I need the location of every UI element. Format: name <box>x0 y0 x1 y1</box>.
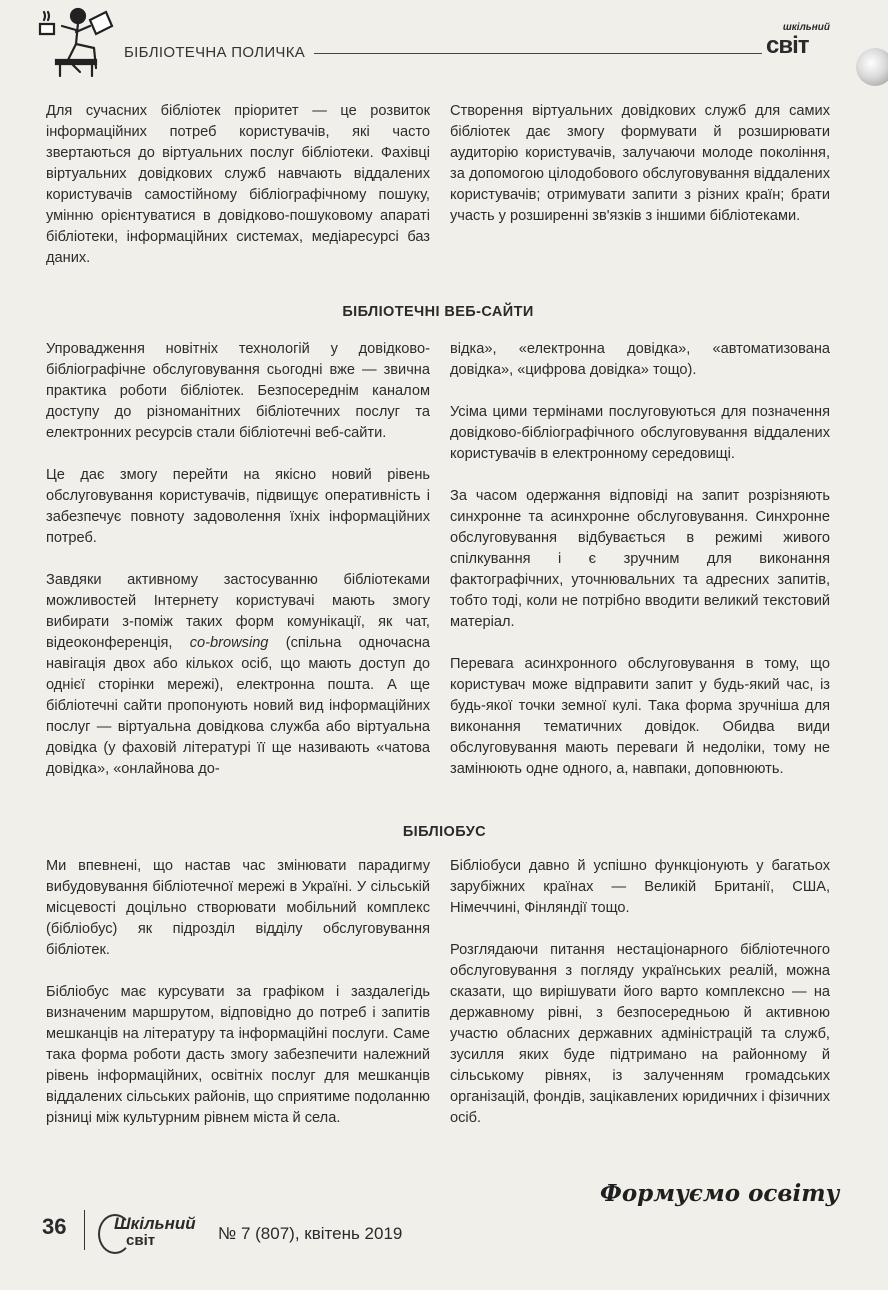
subheading-library-websites: БІБЛІОТЕЧНІ ВЕБ-САЙТИ <box>342 304 534 320</box>
paragraph: Для сучасних бібліотек пріоритет — це розвиток інформаційних потреб користувачів, які часто звертаються до віртуальних послуг бібліотеки. Фахівці віртуальних довідкових служб навчають віддалених користувачів самостійному бібліографічному пошуку, умінню орієнтуватися в довідково-пошуковому апараті бібліотеки, інформаційних системах, медіаресурсі баз даних. <box>46 103 430 266</box>
paragraph: Бібліобус має курсувати за графіком і заздалегідь визначеним маршрутом, відповідно до потреб і запитів мешканців на літературу та інформаційні послуги. Саме така форма роботи дасть змогу забезпечити належний рівень інформаційних, освітніх послуг для мешканців віддалених сільських районів, що сприятиме подоланню різниці між культурним рівнем міста й села. <box>46 984 430 1126</box>
intro-right-column <box>450 101 830 227</box>
paragraph: За часом одержання відповіді на запит розрізняють синхронне та асинхронне обслуговування. Синхронне обслуговування відбувається в режимі живого спілкування і є зручним для виконання фактографічних, уточнювальних та адресних запитів, тобто тоді, коли не потрібно вводити великий текстовий матеріал. <box>450 488 830 630</box>
footer-divider <box>84 1210 85 1250</box>
paragraph: Упровадження новітніх технологій у довідково-бібліографічне обслуговування сьогодні вже — звична практика роботи бібліотек. Безпосереднім каналом доступу до різноманітних бібліотечних послуг та електронних ресурсів стали бібліотечні веб-сайти. <box>46 341 430 441</box>
paragraph: Це дає змогу перейти на якісно новий рівень обслуговування користувачів, підвищує оперативність і забезпечує повноту задоволення їхніх інформаційних потреб. <box>46 467 430 546</box>
footer-logo <box>96 1212 216 1254</box>
italic-term: co-browsing <box>189 635 269 651</box>
paragraph: Перевага асинхронного обслуговування в тому, що користувач може відправити запит у будь-який час, із будь-якої точки земної кулі. Така форма зручніша для виконання тематичних довідок. Обидва види обслуговування мають переваги й недоліки, тому не замінюють одне одного, а, навпаки, доповнюють. <box>450 656 830 777</box>
section1-right-column <box>450 339 830 780</box>
issue-info: № 7 (807), квітень 2019 <box>218 1224 403 1243</box>
page-number: 36 <box>42 1214 67 1239</box>
footer-logo-line1: Шкільний <box>114 1214 196 1233</box>
subheading-bibliobus: БІБЛІОБУС <box>402 824 486 840</box>
footer-logo-line2: світ <box>126 1232 156 1249</box>
binder-hole <box>856 48 888 86</box>
section2-left-column <box>46 856 430 1129</box>
paragraph <box>46 570 430 780</box>
logo-big-text: світ <box>766 32 809 59</box>
paragraph: Усіма цими термінами послуговуються для позначення довідково-бібліографічного обслуговування віддалених користувачів в електронному середовищі. <box>450 404 830 462</box>
section-title: БІБЛІОТЕЧНА ПОЛИЧКА <box>124 44 306 61</box>
reading-figure-icon <box>36 2 118 78</box>
section2-right-column <box>450 856 830 1129</box>
magazine-logo <box>766 22 838 58</box>
header-rule <box>314 53 762 54</box>
text-run: Завдяки активному застосуванню бібліотеками можливостей Інтернету користувачі мають змогу вибирати з-поміж таких форм комунікації, як чат, відеоконференція, <box>46 572 430 651</box>
intro-left-column <box>46 101 430 269</box>
paragraph: Створення віртуальних довідкових служб для самих бібліотек дає змогу формувати й розширювати аудиторію користувачів, залучаючи молоде покоління, за допомогою цілодобового обслуговування віддалених користувачів; отримувати запити з різних країн; брати участь у розширенні зв'язків з іншими бібліотеками. <box>450 103 830 224</box>
paragraph: Розглядаючи питання нестаціонарного бібліотечного обслуговування з погляду українських реалій, можна сказати, що вирішувати його варто комплексно — на державному рівні, з безпосередньою й активною участю обласних державних адміністрацій та служб, зусилля яких буде підтримано на районному й сільському рівнях, із залученням громадських організацій, фондів, зацікавлених юридичних і фізичних осіб. <box>450 942 830 1126</box>
paragraph: Ми впевнені, що настав час змінювати парадигму вибудовування бібліотечної мережі в Україні. У сільській місцевості доцільно створювати мобільний комплекс (бібліобус) як підрозділ відділу обслуговування бібліотек. <box>46 858 430 958</box>
slogan: Формуємо освіту <box>600 1180 840 1207</box>
logo-small-text: шкільний <box>782 22 830 33</box>
paragraph: Бібліобуси давно й успішно функціонують у багатьох зарубіжних країнах — Великій Британії, США, Німеччині, Фінляндії тощо. <box>450 858 830 916</box>
text-run: (спільна одночасна навігація двох або кількох осіб, що мають доступ до однієї сторінки мережі), електронна пошта. А ще бібліотечні сайти пропонують новий вид інформаційних послуг — віртуальна довідкова служба або віртуальна довідка (у фаховій літературі її ще називають «чатова довідка», «онлайнова до- <box>46 635 430 777</box>
section1-left-column <box>46 339 430 780</box>
paragraph: відка», «електронна довідка», «автоматизована довідка», «цифрова довідка» тощо). <box>450 341 830 378</box>
